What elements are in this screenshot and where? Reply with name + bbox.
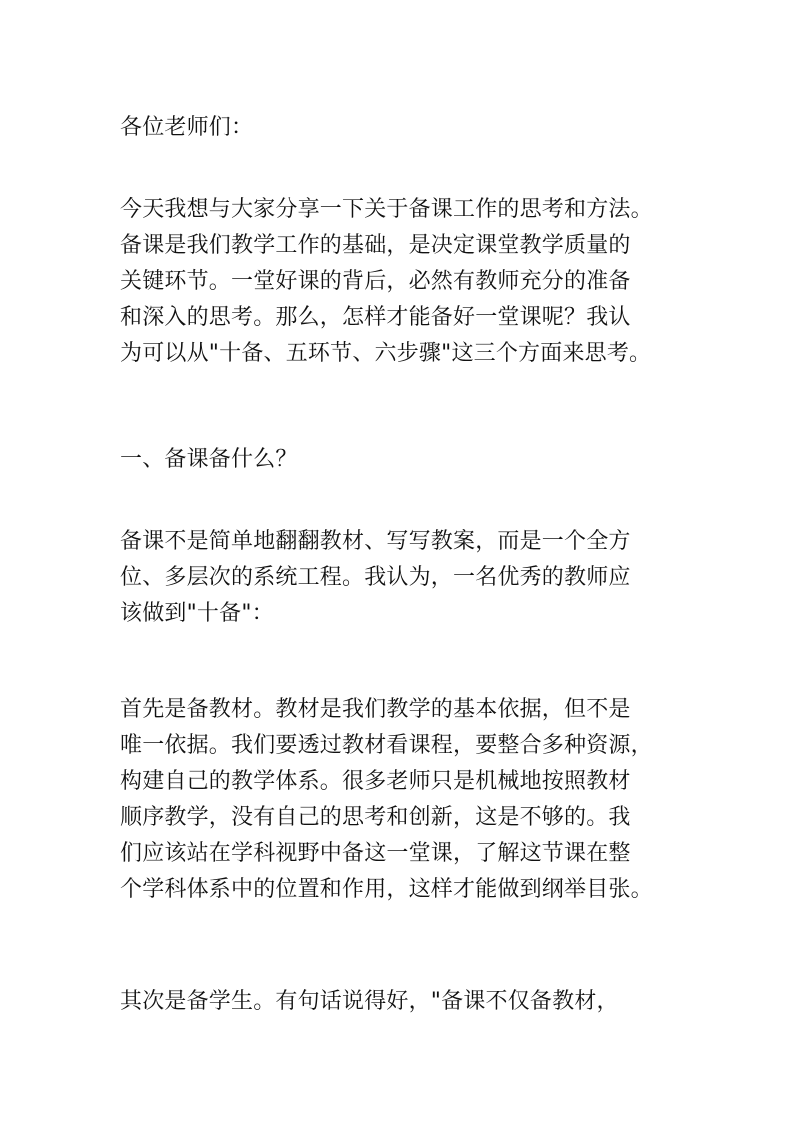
section-heading bbox=[120, 442, 700, 478]
salutation-line: 各位老师们： bbox=[120, 115, 254, 140]
salutation bbox=[120, 110, 700, 146]
paragraph-3-line-1: 其次是备学生。有句话说得好，"备课不仅备教材， bbox=[120, 989, 619, 1014]
paragraph-2-line-3: 构建自己的教学体系。很多老师只是机械地按照教材 bbox=[120, 769, 631, 794]
intro-paragraph bbox=[120, 192, 700, 372]
paragraph-2 bbox=[120, 692, 700, 908]
paragraph-2-line-5: 们应该站在学科视野中备这一堂课，了解这节课在整 bbox=[120, 841, 631, 866]
paragraph-1 bbox=[120, 524, 700, 632]
intro-line-4: 和深入的思考。那么，怎样才能备好一堂课呢？我认 bbox=[120, 305, 631, 330]
paragraph-1-line-1: 备课不是简单地翻翻教材、写写教案，而是一个全方 bbox=[120, 529, 631, 554]
paragraph-3 bbox=[120, 984, 700, 1020]
paragraph-2-line-2: 唯一依据。我们要透过教材看课程，要整合多种资源， bbox=[120, 733, 653, 758]
intro-line-2: 备课是我们教学工作的基础，是决定课堂教学质量的 bbox=[120, 233, 631, 258]
intro-line-5: 为可以从"十备、五环节、六步骤"这三个方面来思考。 bbox=[120, 341, 652, 366]
paragraph-1-line-3: 该做到"十备"： bbox=[120, 601, 274, 626]
section-heading-line: 一、备课备什么？ bbox=[120, 447, 298, 472]
intro-line-1: 今天我想与大家分享一下关于备课工作的思考和方法。 bbox=[120, 197, 653, 222]
paragraph-2-line-1: 首先是备教材。教材是我们教学的基本依据，但不是 bbox=[120, 697, 631, 722]
paragraph-2-line-6: 个学科体系中的位置和作用，这样才能做到纲举目张。 bbox=[120, 877, 653, 902]
paragraph-2-line-4: 顺序教学，没有自己的思考和创新，这是不够的。我 bbox=[120, 805, 631, 830]
intro-line-3: 关键环节。一堂好课的背后，必然有教师充分的准备 bbox=[120, 269, 631, 294]
paragraph-1-line-2: 位、多层次的系统工程。我认为，一名优秀的教师应 bbox=[120, 565, 631, 590]
